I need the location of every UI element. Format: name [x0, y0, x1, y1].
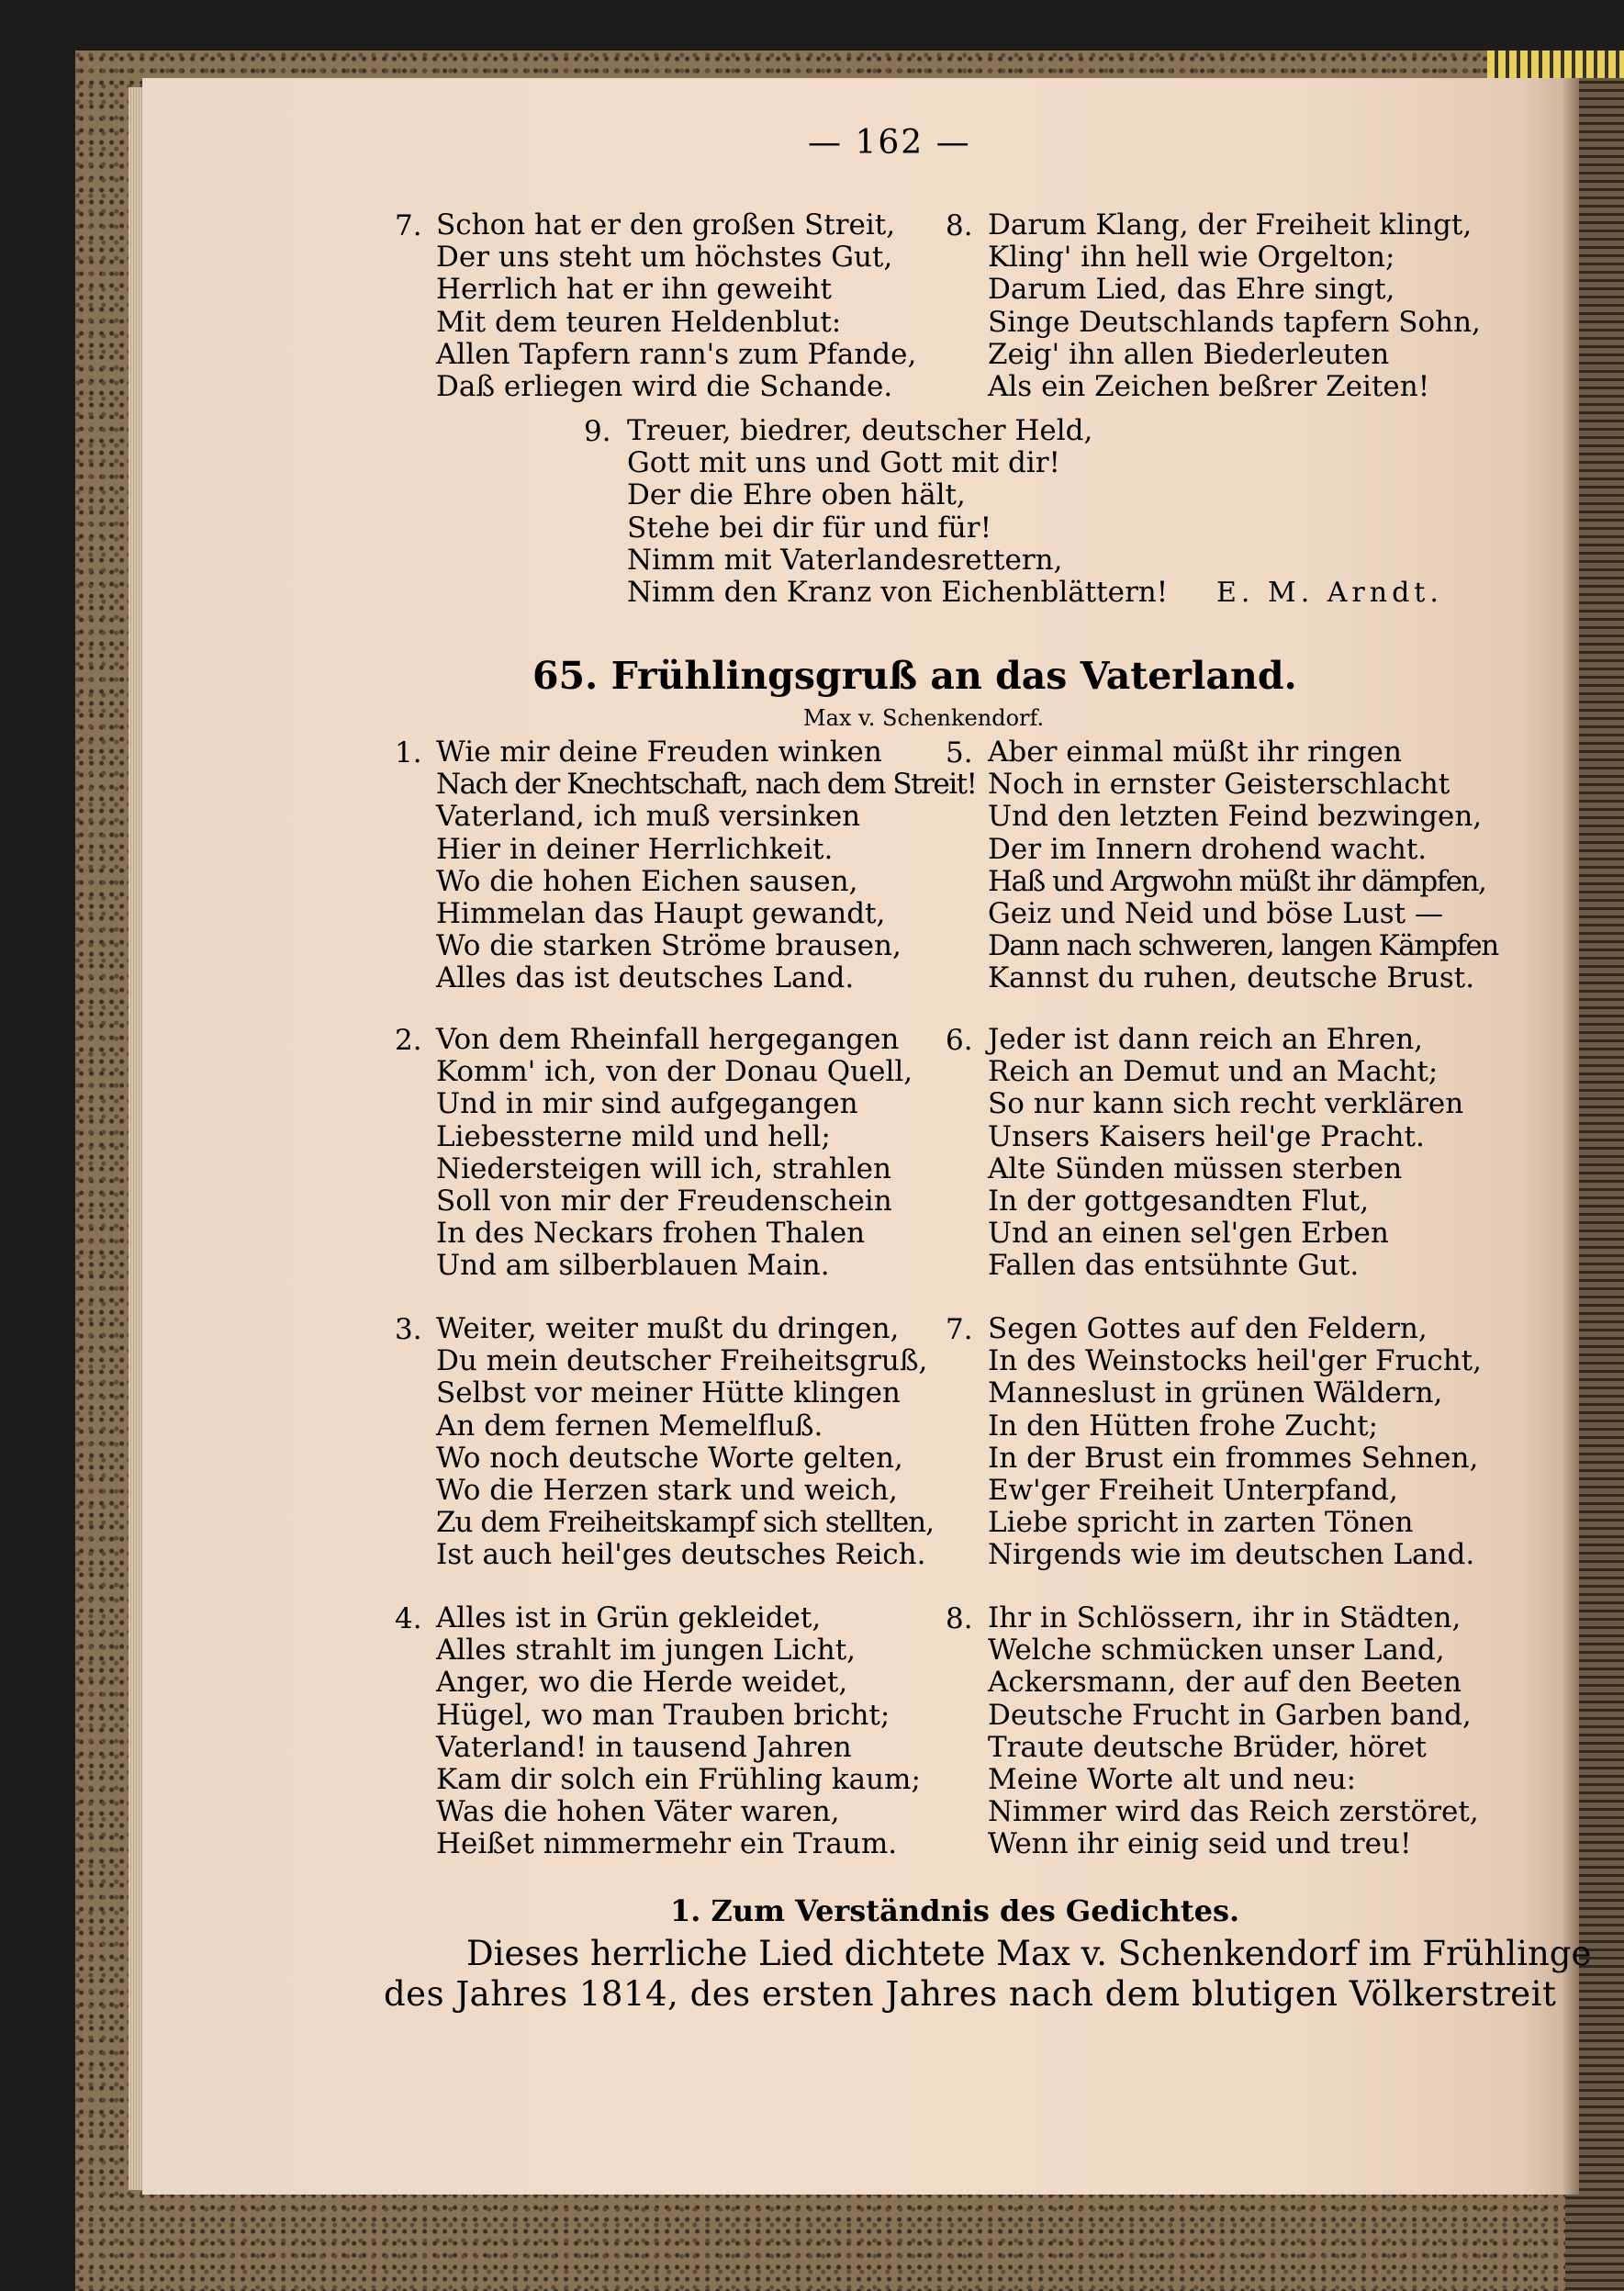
- verse-line: Ew'ger Freiheit Unterpfand,: [988, 1474, 1398, 1508]
- verse-line: Alles ist in Grün gekleidet,: [436, 1601, 822, 1634]
- verse-line: Von dem Rheinfall hergegangen: [436, 1023, 900, 1056]
- stanza: [988, 1313, 1482, 1572]
- verse-line: Kannst du ruhen, deutsche Brust.: [988, 961, 1475, 995]
- stanza: [436, 736, 977, 995]
- verse-line: Himmelan das Haupt gewandt,: [436, 897, 886, 931]
- verse-line: Nimm mit Vaterlandesrettern,: [627, 543, 1063, 577]
- verse-line: Aber einmal müßt ihr ringen: [988, 736, 1402, 769]
- stanza-number: 7.: [395, 209, 422, 242]
- verse-line: Nirgends wie im deutschen Land.: [988, 1538, 1475, 1572]
- verse-line: Und in mir sind aufgegangen: [436, 1087, 858, 1121]
- verse-line: Der die Ehre oben hält,: [627, 478, 966, 512]
- stanza-number: 3.: [395, 1313, 422, 1346]
- verse-line: Darum Klang, der Freiheit klingt,: [988, 208, 1473, 241]
- verse-line: Reich an Demut und an Macht;: [988, 1055, 1439, 1089]
- verse-line: Kling' ihn hell wie Orgelton;: [988, 241, 1395, 275]
- verse-line: Anger, wo die Herde weidet,: [436, 1666, 848, 1700]
- poem-author: Max v. Schenkendorf.: [803, 705, 1045, 731]
- verse-line: Und an einen sel'gen Erben: [988, 1217, 1389, 1251]
- verse-line: An dem fernen Memelfluß.: [436, 1409, 823, 1443]
- verse-line: Ihr in Schlössern, ihr in Städten,: [988, 1601, 1462, 1634]
- verse-line: Hügel, wo man Trauben bricht;: [436, 1698, 890, 1732]
- stanza-number: 1.: [395, 736, 422, 769]
- verse-line: In des Neckars frohen Thalen: [436, 1217, 866, 1251]
- stanza: [988, 1024, 1463, 1283]
- verse-line: Dann nach schweren, langen Kämpfen: [988, 929, 1498, 963]
- verse-line: Niedersteigen will ich, strahlen: [436, 1151, 891, 1185]
- verse-line: Allen Tapfern rann's zum Pfande,: [436, 337, 917, 371]
- stanza: [436, 1024, 913, 1283]
- verse-line: Nimm den Kranz von Eichenblättern!: [627, 576, 1169, 610]
- verse-line: Als ein Zeichen beßrer Zeiten!: [988, 370, 1430, 404]
- stanza-number: 2.: [395, 1024, 422, 1057]
- stanza-number: 9.: [584, 415, 611, 448]
- verse-line: Jeder ist dann reich an Ehren,: [988, 1023, 1424, 1056]
- verse-line: Segen Gottes auf den Feldern,: [988, 1312, 1428, 1345]
- verse-line: Wo die Herzen stark und weich,: [436, 1474, 898, 1508]
- verse-line: Heißet nimmermehr ein Traum.: [436, 1827, 898, 1861]
- verse-line: Der uns steht um höchstes Gut,: [436, 241, 893, 275]
- verse-line: Und am silberblauen Main.: [436, 1249, 830, 1283]
- verse-line: Wo die starken Ströme brausen,: [436, 929, 902, 963]
- stanza: [988, 209, 1481, 403]
- verse-line: In den Hütten frohe Zucht;: [988, 1409, 1379, 1443]
- verse-line: Singe Deutschlands tapfern Sohn,: [988, 305, 1481, 339]
- poem-signature: E. M. Arndt.: [1216, 577, 1443, 609]
- verse-line: In der gottgesandten Flut,: [988, 1185, 1370, 1218]
- verse-line: Liebe spricht in zarten Tönen: [988, 1506, 1414, 1540]
- verse-line: Fallen das entsühnte Gut.: [988, 1249, 1360, 1283]
- verse-line: Gott mit uns und Gott mit dir!: [627, 446, 1060, 480]
- verse-line: Unsers Kaisers heil'ge Pracht.: [988, 1119, 1425, 1153]
- verse-line: Stehe bei dir für und für!: [627, 511, 992, 545]
- verse-line: Komm' ich, von der Donau Quell,: [436, 1055, 913, 1089]
- verse-line: Deutsche Frucht in Garben band,: [988, 1698, 1472, 1732]
- verse-line: In des Weinstocks heil'ger Frucht,: [988, 1344, 1482, 1378]
- section-heading: 1. Zum Verständnis des Gedichtes.: [670, 1893, 1240, 1928]
- stanza-number: 4.: [395, 1602, 422, 1635]
- verse-line: Wenn ihr einig seid und treu!: [988, 1827, 1412, 1861]
- stanza-number: 8.: [946, 209, 973, 242]
- verse-line: Treuer, biedrer, deutscher Held,: [627, 414, 1093, 447]
- verse-line: Und den letzten Feind bezwingen,: [988, 800, 1483, 834]
- stanza: [627, 415, 1168, 609]
- stanza-number: 7.: [946, 1313, 973, 1346]
- verse-line: Soll von mir der Freudenschein: [436, 1185, 892, 1218]
- verse-line: Ackersmann, der auf den Beeten: [988, 1666, 1462, 1700]
- verse-line: Ist auch heil'ges deutsches Reich.: [436, 1538, 926, 1572]
- verse-line: Zu dem Freiheitskampf sich stellten,: [436, 1506, 934, 1540]
- verse-line: Hier in deiner Herrlichkeit.: [436, 832, 834, 866]
- verse-line: Alte Sünden müssen sterben: [988, 1151, 1403, 1185]
- verse-line: Alles das ist deutsches Land.: [436, 961, 855, 995]
- page-gutter: [1561, 78, 1579, 2195]
- verse-line: Was die hohen Väter waren,: [436, 1795, 840, 1829]
- verse-line: Wie mir deine Freuden winken: [436, 736, 882, 769]
- stanza-number: 8.: [946, 1602, 973, 1635]
- verse-line: So nur kann sich recht verklären: [988, 1087, 1464, 1121]
- verse-line: Manneslust in grünen Wäldern,: [988, 1376, 1443, 1410]
- page-number: — 162 —: [808, 124, 971, 162]
- verse-line: Haß und Argwohn müßt ihr dämpfen,: [988, 864, 1486, 898]
- verse-line: Zeig' ihn allen Biederleuten: [988, 337, 1390, 371]
- verse-line: Schon hat er den großen Streit,: [436, 208, 896, 241]
- verse-line: Wo noch deutsche Worte gelten,: [436, 1441, 903, 1475]
- verse-line: Weiter, weiter mußt du dringen,: [436, 1312, 900, 1345]
- stanza: [988, 736, 1498, 995]
- verse-line: Der im Innern drohend wacht.: [988, 832, 1428, 866]
- verse-line: Liebessterne mild und hell;: [436, 1119, 831, 1153]
- prose-line: Dieses herrliche Lied dichtete Max v. Schenkendorf im Frühlinge: [466, 1934, 1592, 1973]
- verse-line: Vaterland! in tausend Jahren: [436, 1730, 852, 1764]
- verse-line: In der Brust ein frommes Sehnen,: [988, 1441, 1479, 1475]
- verse-line: Alles strahlt im jungen Licht,: [436, 1634, 857, 1668]
- verse-line: Du mein deutscher Freiheitsgruß,: [436, 1344, 928, 1378]
- verse-line: Welche schmücken unser Land,: [988, 1634, 1445, 1668]
- cover-ribbon-decoration: [1487, 51, 1624, 78]
- verse-line: Herrlich hat er ihn geweiht: [436, 273, 832, 307]
- verse-line: Geiz und Neid und böse Lust —: [988, 897, 1443, 931]
- verse-line: Nach der Knechtschaft, nach dem Streit!: [436, 768, 977, 802]
- verse-line: Selbst vor meiner Hütte klingen: [436, 1376, 901, 1410]
- verse-line: Noch in ernster Geisterschlacht: [988, 768, 1450, 802]
- verse-line: Traute deutsche Brüder, höret: [988, 1730, 1427, 1764]
- verse-line: Meine Worte alt und neu:: [988, 1763, 1357, 1797]
- verse-line: Nimmer wird das Reich zerstöret,: [988, 1795, 1479, 1829]
- stanza: [436, 209, 916, 403]
- verse-line: Wo die hohen Eichen sausen,: [436, 864, 858, 898]
- verse-line: Daß erliegen wird die Schande.: [436, 370, 893, 404]
- verse-line: Darum Lied, das Ehre singt,: [988, 273, 1395, 307]
- stanza-number: 6.: [946, 1024, 973, 1057]
- verse-line: Mit dem teuren Heldenblut:: [436, 305, 842, 339]
- stanza-number: 5.: [946, 736, 973, 769]
- verse-line: Vaterland, ich muß versinken: [436, 800, 861, 834]
- poem-title: 65. Frühlingsgruß an das Vaterland.: [532, 654, 1297, 698]
- stanza: [988, 1602, 1479, 1861]
- stanza: [436, 1602, 921, 1861]
- prose-line: des Jahres 1814, des ersten Jahres nach dem blutigen Völkerstreit: [384, 1974, 1557, 2014]
- stanza: [436, 1313, 934, 1572]
- verse-line: Kam dir solch ein Frühling kaum;: [436, 1763, 921, 1797]
